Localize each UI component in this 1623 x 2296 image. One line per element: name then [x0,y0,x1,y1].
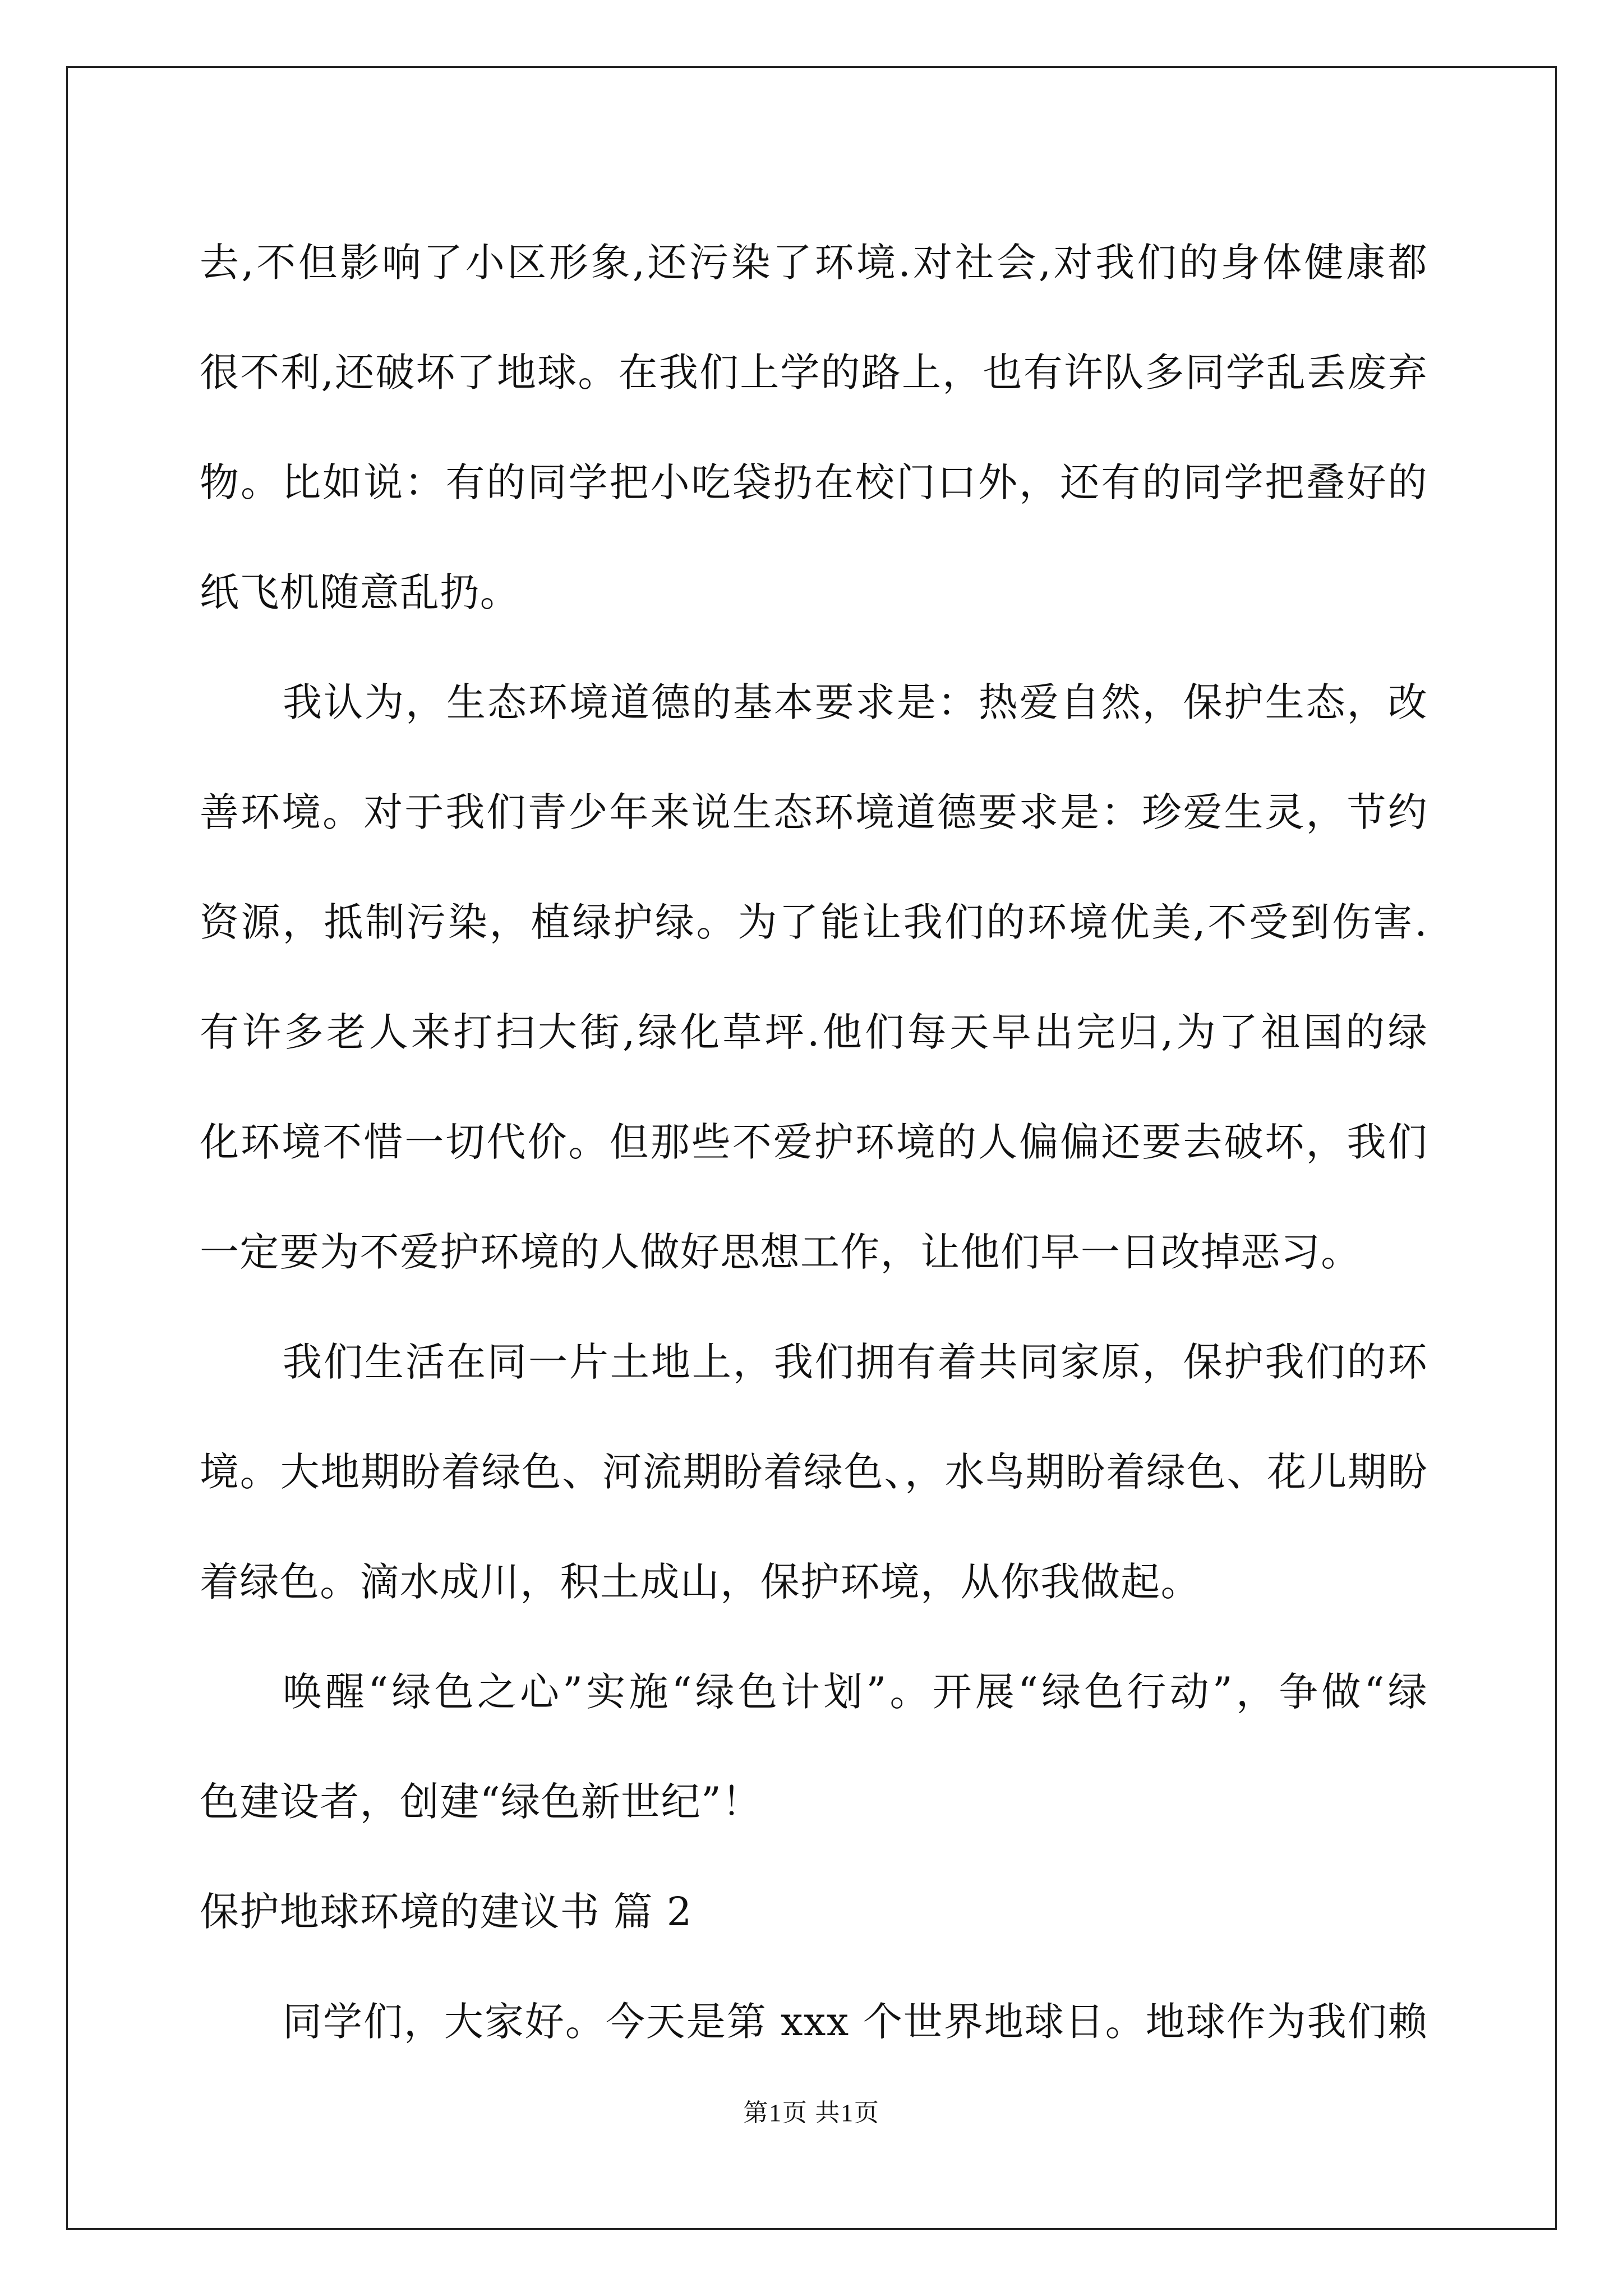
page-number-footer: 第1页 共1页 [743,2099,880,2127]
paragraph-2-line-4: 有许多老人来打扫大街,绿化草坪.他们每天早出完归,为了祖国的绿 [200,1009,1428,1055]
paragraph-4-line-1: 唤醒“绿色之心”实施“绿色计划”。开展“绿色行动”，争做“绿 [283,1669,1428,1715]
document-body [200,208,1428,2077]
paragraph-3-line-1: 我们生活在同一片土地上，我们拥有着共同家原，保护我们的环 [283,1339,1428,1385]
closing-line: 同学们，大家好。今天是第 xxx 个世界地球日。地球作为我们赖 [283,1999,1428,2045]
paragraph-4-line-2: 色建设者，创建“绿色新世纪”！ [200,1779,762,1825]
paragraph-3-line-3: 着绿色。滴水成川，积土成山，保护环境，从你我做起。 [200,1559,1201,1605]
paragraph-2-line-2: 善环境。对于我们青少年来说生态环境道德要求是：珍爱生灵，节约 [200,789,1428,835]
paragraph-2-line-5: 化环境不惜一切代价。但那些不爱护环境的人偏偏还要去破坏，我们 [200,1119,1428,1165]
paragraph-1-line-4: 纸飞机随意乱扔。 [200,569,520,615]
paragraph-1-line-1: 去,不但影响了小区形象,还污染了环境.对社会,对我们的身体健康都 [200,240,1428,286]
paragraph-2-line-6: 一定要为不爱护环境的人做好思想工作，让他们早一日改掉恶习。 [200,1229,1361,1275]
section-heading: 保护地球环境的建议书 篇 2 [200,1889,693,1935]
paragraph-1-line-2: 很不利,还破坏了地球。在我们上学的路上，也有许队多同学乱丢废弃 [200,349,1428,395]
paragraph-2-line-1: 我认为，生态环境道德的基本要求是：热爱自然，保护生态，改 [283,679,1428,725]
paragraph-1-line-3: 物。比如说：有的同学把小吃袋扔在校门口外，还有的同学把叠好的 [200,459,1428,505]
paragraph-2-line-3: 资源，抵制污染，植绿护绿。为了能让我们的环境优美,不受到伤害. [200,899,1428,945]
paragraph-3-line-2: 境。大地期盼着绿色、河流期盼着绿色、，水鸟期盼着绿色、花儿期盼 [200,1449,1428,1495]
